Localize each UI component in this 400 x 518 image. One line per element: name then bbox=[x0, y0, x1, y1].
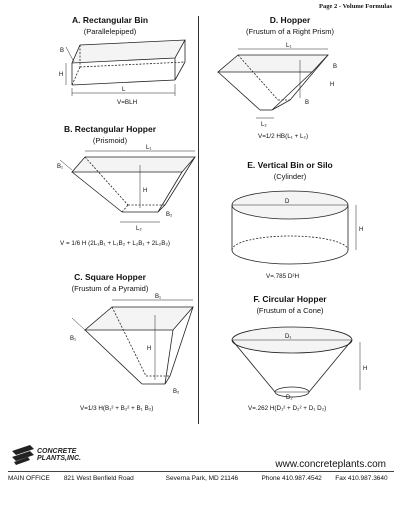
label-c-b1-side: B₁ bbox=[70, 336, 77, 342]
label-d-b-top: B bbox=[333, 64, 338, 70]
footer-office-label: MAIN OFFICE bbox=[8, 475, 50, 482]
section-f-subtitle: (Frustum of a Cone) bbox=[256, 306, 324, 315]
footer-rule bbox=[8, 471, 394, 472]
section-b-subtitle: (Prismoid) bbox=[92, 136, 128, 145]
footer-address: 821 West Benfield Road bbox=[63, 475, 134, 482]
section-a-title: A. Rectangular Bin bbox=[71, 15, 149, 25]
logo-mark-icon bbox=[12, 445, 34, 465]
footer-city: Severna Park, MD 21146 bbox=[165, 475, 239, 482]
page-header: Page 2 - Volume Formulas bbox=[319, 3, 392, 10]
label-e-d: D bbox=[285, 199, 290, 205]
label-c-b1-top: B₁ bbox=[155, 294, 162, 300]
label-e-h: H bbox=[359, 227, 364, 233]
section-b-title: B. Rectangular Hopper bbox=[63, 124, 157, 134]
section-c-title: C. Square Hopper bbox=[74, 272, 146, 282]
section-c-subtitle: (Frustum of a Pyramid) bbox=[71, 284, 149, 293]
footer-phone: Phone 410.987.4542 bbox=[261, 475, 322, 482]
brand-line-1: CONCRETE bbox=[37, 448, 77, 455]
section-d-title: D. Hopper bbox=[269, 15, 311, 25]
section-e-title: E. Vertical Bin or Silo bbox=[247, 160, 333, 170]
section-d-subtitle: (Frustum of a Right Prism) bbox=[246, 27, 334, 36]
section-a-subtitle: (Parallelepiped) bbox=[83, 27, 137, 36]
section-e-subtitle: (Cylinder) bbox=[273, 172, 307, 181]
label-c-h: H bbox=[147, 346, 152, 352]
label-d-b-side: B bbox=[305, 100, 310, 106]
footer-fax: Fax 410.987.3640 bbox=[335, 475, 388, 482]
label-a-l: L bbox=[122, 87, 126, 93]
footer-address-bar bbox=[8, 475, 398, 482]
label-b-l2: L₂ bbox=[136, 226, 142, 232]
label-b-h: H bbox=[143, 188, 148, 194]
website-link[interactable]: www.concreteplants.com bbox=[275, 459, 386, 470]
section-e-formula: V=.785 D²H bbox=[266, 273, 300, 280]
label-a-h: H bbox=[59, 72, 64, 78]
label-c-b2: B₂ bbox=[173, 389, 180, 395]
brand-line-2: PLANTS,INC. bbox=[37, 455, 81, 462]
section-f-formula: V=.262 H(D₁² + D₂² + D₁ D₂) bbox=[248, 405, 327, 412]
label-b-l1: L₁ bbox=[146, 145, 152, 151]
section-b-formula: V = 1/6 H (2L₁B₁ + L₁B₂ + L₂B₁ + 2L₂B₂) bbox=[60, 240, 170, 247]
label-f-h: H bbox=[363, 366, 368, 372]
label-d-h: H bbox=[330, 82, 335, 88]
label-d-l1: L₁ bbox=[286, 43, 292, 49]
label-f-d1: D₁ bbox=[285, 334, 292, 340]
label-f-d2: D₂ bbox=[286, 395, 293, 401]
section-d-formula: V=1/2 HB(L₁ + L₂) bbox=[258, 133, 309, 140]
section-f-title: F. Circular Hopper bbox=[253, 294, 327, 304]
label-b-b2: B₂ bbox=[166, 212, 173, 218]
section-a-formula: V=BLH bbox=[117, 99, 138, 106]
section-c-formula: V=1/3 H(B₁² + B₂² + B₁ B₂) bbox=[80, 405, 154, 412]
label-b-b1: B₁ bbox=[57, 164, 64, 170]
label-d-l2: L₂ bbox=[261, 122, 267, 128]
label-a-b: B bbox=[60, 48, 65, 54]
